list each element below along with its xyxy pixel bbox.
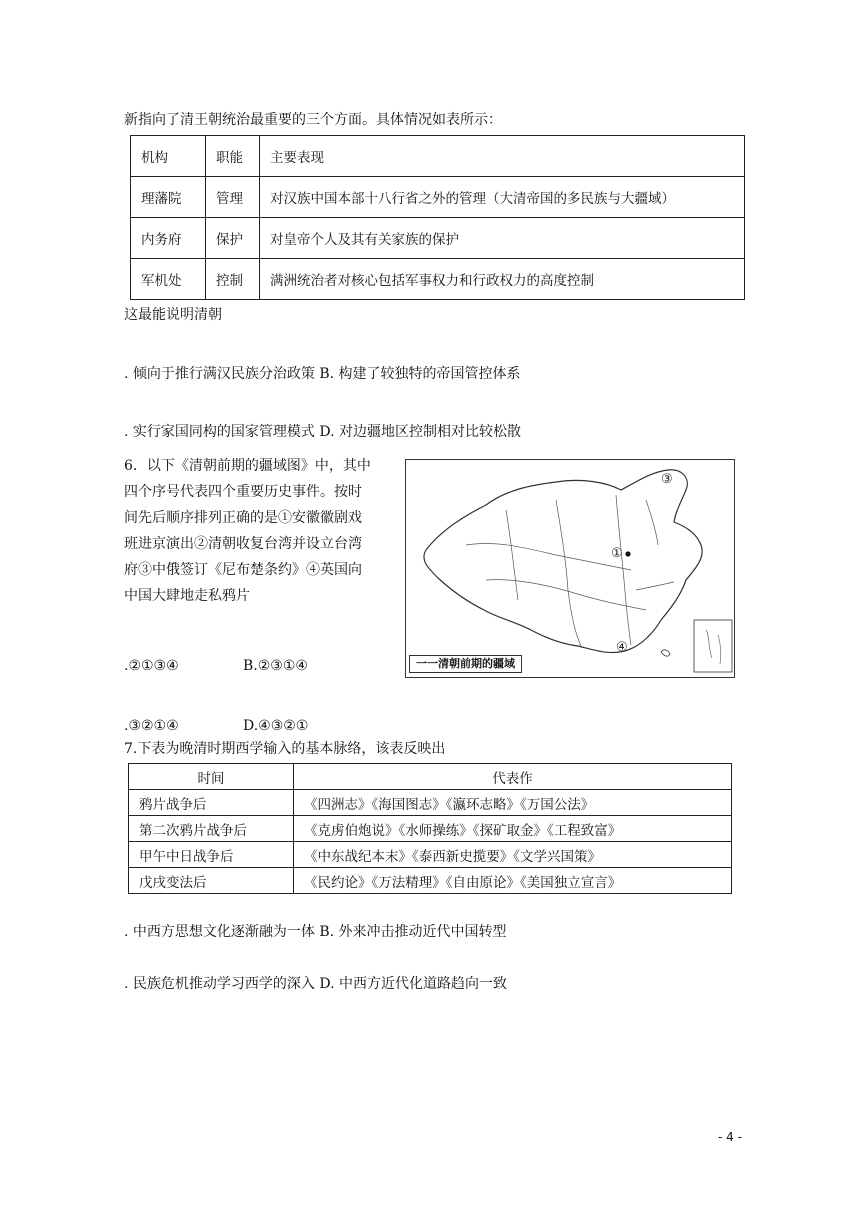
q6-line: 班进京演出②清朝收复台湾并设立台湾: [124, 536, 362, 552]
table-cell: 军机处: [131, 259, 206, 300]
table-cell: 满洲统治者对核心包括军事权力和行政权力的高度控制: [260, 259, 745, 300]
q6-option-c: .③②①④: [124, 718, 179, 734]
table-row: [129, 868, 732, 894]
table-header-row: [131, 136, 745, 177]
table-cell: 《四洲志》《海国图志》《瀛环志略》《万国公法》: [294, 790, 732, 816]
table-cell: 控制: [206, 259, 260, 300]
table-cell: 鸦片战争后: [129, 790, 294, 816]
header-cell: 代表作: [294, 764, 732, 790]
q6-option-b: B.②③①④: [243, 658, 308, 674]
q5-options-cd: . 实行家国同构的国家管理模式 D. 对边疆地区控制相对比较松散: [124, 424, 521, 440]
table-row: [131, 259, 745, 300]
map-legend: 一一清朝前期的疆域: [409, 655, 522, 673]
table-row: [131, 177, 745, 218]
qing-territory-map: [405, 459, 735, 678]
q7-options-cd: . 民族危机推动学习西学的深入 D. 中西方近代化道路趋向一致: [124, 976, 507, 992]
western-learning-table: [128, 763, 732, 894]
q5-stem: 这最能说明清朝: [124, 307, 222, 323]
table-cell: 第二次鸦片战争后: [129, 816, 294, 842]
q6-line: 6．以下《清朝前期的疆域图》中，其中: [124, 458, 371, 474]
q7-options-ab: . 中西方思想文化逐渐融为一体 B. 外来冲击推动近代中国转型: [124, 924, 507, 940]
q6-option-a: .②①③④: [124, 658, 179, 674]
q5-options-ab: . 倾向于推行满汉民族分治政策 B. 构建了较独特的帝国管控体系: [124, 366, 521, 382]
table-row: [129, 816, 732, 842]
table-header-row: [129, 764, 732, 790]
table-cell: 保护: [206, 218, 260, 259]
table-cell: 对皇帝个人及其有关家族的保护: [260, 218, 745, 259]
q6-line: 间先后顺序排列正确的是①安徽徽剧戏: [124, 510, 362, 526]
header-cell: 职能: [206, 136, 260, 177]
table-row: [131, 218, 745, 259]
header-cell: 主要表现: [260, 136, 745, 177]
q6-option-d: D.④③②①: [243, 718, 309, 734]
table-cell: 管理: [206, 177, 260, 218]
q6-line: 府③中俄签订《尼布楚条约》④英国向: [124, 562, 362, 578]
table-cell: 《民约论》《万法精理》《自由原论》《美国独立宣言》: [294, 868, 732, 894]
table-cell: 戊戌变法后: [129, 868, 294, 894]
q6-line: 四个序号代表四个重要历史事件。按时: [124, 484, 362, 500]
q7-stem: 7.下表为晚清时期西学输入的基本脉络，该表反映出: [124, 741, 446, 757]
intro-text: 新指向了清王朝统治最重要的三个方面。具体情况如表所示：: [124, 112, 502, 128]
map-outline: [406, 460, 735, 678]
table-cell: 《克虏伯炮说》《水师操练》《探矿取金》《工程致富》: [294, 816, 732, 842]
table-cell: 内务府: [131, 218, 206, 259]
table-cell: 《中东战纪本末》《泰西新史揽要》《文学兴国策》: [294, 842, 732, 868]
header-cell: 机构: [131, 136, 206, 177]
header-cell: 时间: [129, 764, 294, 790]
map-marker-1: ①: [611, 546, 623, 561]
table-cell: 对汉族中国本部十八行省之外的管理（大清帝国的多民族与大疆域）: [260, 177, 745, 218]
map-marker-3: ③: [661, 472, 673, 487]
map-marker-4: ④: [616, 640, 628, 655]
table-row: [129, 842, 732, 868]
table-cell: 甲午中日战争后: [129, 842, 294, 868]
institutions-table: [130, 135, 745, 300]
table-row: [129, 790, 732, 816]
q6-line: 中国大肆地走私鸦片: [124, 588, 250, 604]
page-number: - 4 -: [718, 1130, 742, 1144]
table-cell: 理藩院: [131, 177, 206, 218]
